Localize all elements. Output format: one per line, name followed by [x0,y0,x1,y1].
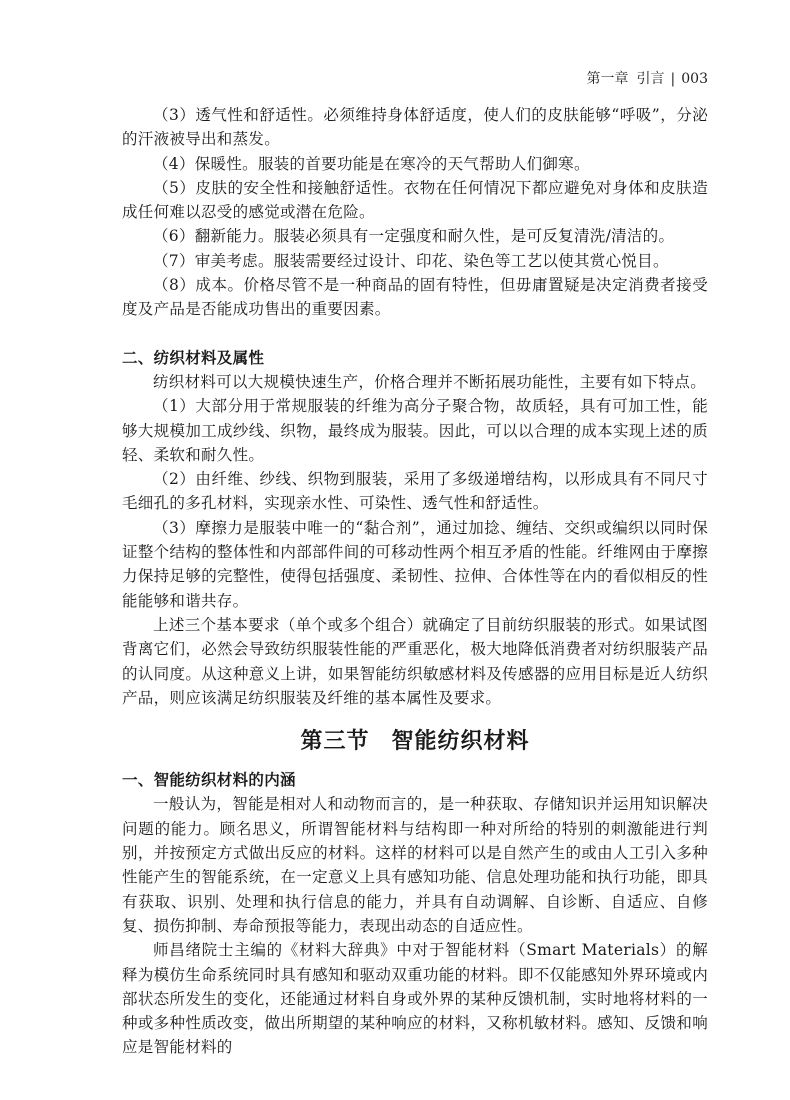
chapter-number: 第一章 [586,71,629,87]
section-name: 智能纺织材料 [391,728,530,755]
paragraph-feature-3: （3）摩擦力是服装中唯一的“黏合剂”，通过加捻、缠结、交织或编织以同时保证整个结构的整体性和内部部件间的可移动性两个相互矛盾的性能。纤维网由于摩擦力保持足够的完整性，使得包括强度、柔韧性、拉伸、合体性等在内的看似相反的性能能够和谐共存。 [122,518,708,610]
paragraph-renewability: （6）翻新能力。服装必须具有一定强度和耐久性，是可反复清洗/清洁的。 [153,227,675,246]
page-body [122,103,708,1060]
chapter-title: 引言 [636,71,665,87]
section-number: 第三节 [300,728,370,755]
header-separator: | [670,71,676,87]
paragraph-feature-1: （1）大部分用于常规服装的纤维为高分子聚合物，故质轻，具有可加工性，能够大规模加工成纱线、织物，最终成为服装。因此，可以以合理的成本实现上述的质轻、柔软和耐久性。 [122,397,708,464]
paragraph-aesthetics: （7）审美考虑。服装需要经过设计、印花、染色等工艺以使其赏心悦目。 [153,251,669,270]
paragraph-feature-2: （2）由纤维、纱线、织物到服装，采用了多级递增结构，以形成具有不同尺寸毛细孔的多孔材料，实现亲水性、可染性、透气性和舒适性。 [122,470,708,513]
paragraph-warmth: （4）保暖性。服装的首要功能是在寒冷的天气帮助人们御寒。 [153,154,590,173]
section-heading-textile-materials: 二、纺织材料及属性 [122,347,265,367]
page-number: 003 [681,71,708,87]
spacer [122,322,708,346]
paragraph-summary: 上述三个基本要求（单个或多个组合）就确定了目前纺织服装的形式。如果试图背离它们，必然会导致纺织服装性能的严重恶化，极大地降低消费者对纺织服装产品的认同度。从这种意义上讲，如果智能纺织敏感材料及传感器的应用目标是近人纺织产品，则应该满足纺织服装及纤维的基本属性及要求。 [122,615,708,707]
paragraph-skin-safety: （5）皮肤的安全性和接触舒适性。衣物在任何情况下都应避免对身体和皮肤造成任何难以忍受的感觉或潜在危险。 [122,178,708,222]
paragraph-smart-materials-definition: 师昌绪院士主编的《材料大辞典》中对于智能材料（Smart Materials）的解释为模仿生命系统同时具有感知和驱动双重功能的材料。即不仅能感知外界环境或内部状态所发生的变化，还能通过材料自身或外界的某种反馈机制，实时地将材料的一种或多种性质改变，做出所期望的某种响应的材料，又称机敏材料。感知、反馈和响应是智能材料的 [122,941,708,1057]
section-title [122,724,708,758]
paragraph-intelligence-definition: 一般认为，智能是相对人和动物而言的，是一种获取、存储知识并运用知识解决问题的能力。顾名思义，所谓智能材料与结构即一种对所给的特别的刺激能进行判别，并按预定方式做出反应的材料。这样的材料可以是自然产生的或由人工引入多种性能产生的智能系统，在一定意义上具有感知功能、信息处理功能和执行功能，即具有获取、识别、处理和执行信息的能力，并具有自动调解、自诊断、自适应、自修复、损伤抑制、寿命预报等能力，表现出动态的自适应性。 [122,795,708,935]
subheading-connotation: 一、智能纺织材料的内涵 [122,770,296,790]
paragraph-intro-features: 纺织材料可以大规模快速生产，价格合理并不断拓展功能性，主要有如下特点。 [153,372,707,391]
paragraph-breathability: （3）透气性和舒适性。必须维持身体舒适度，使人们的皮肤能够“呼吸”，分泌的汗液被导出和蒸发。 [122,106,708,149]
running-header [587,69,708,89]
paragraph-cost: （8）成本。价格尽管不是一种商品的固有特性，但毋庸置疑是决定消费者接受度及产品是否能成功售出的重要因素。 [122,276,708,319]
